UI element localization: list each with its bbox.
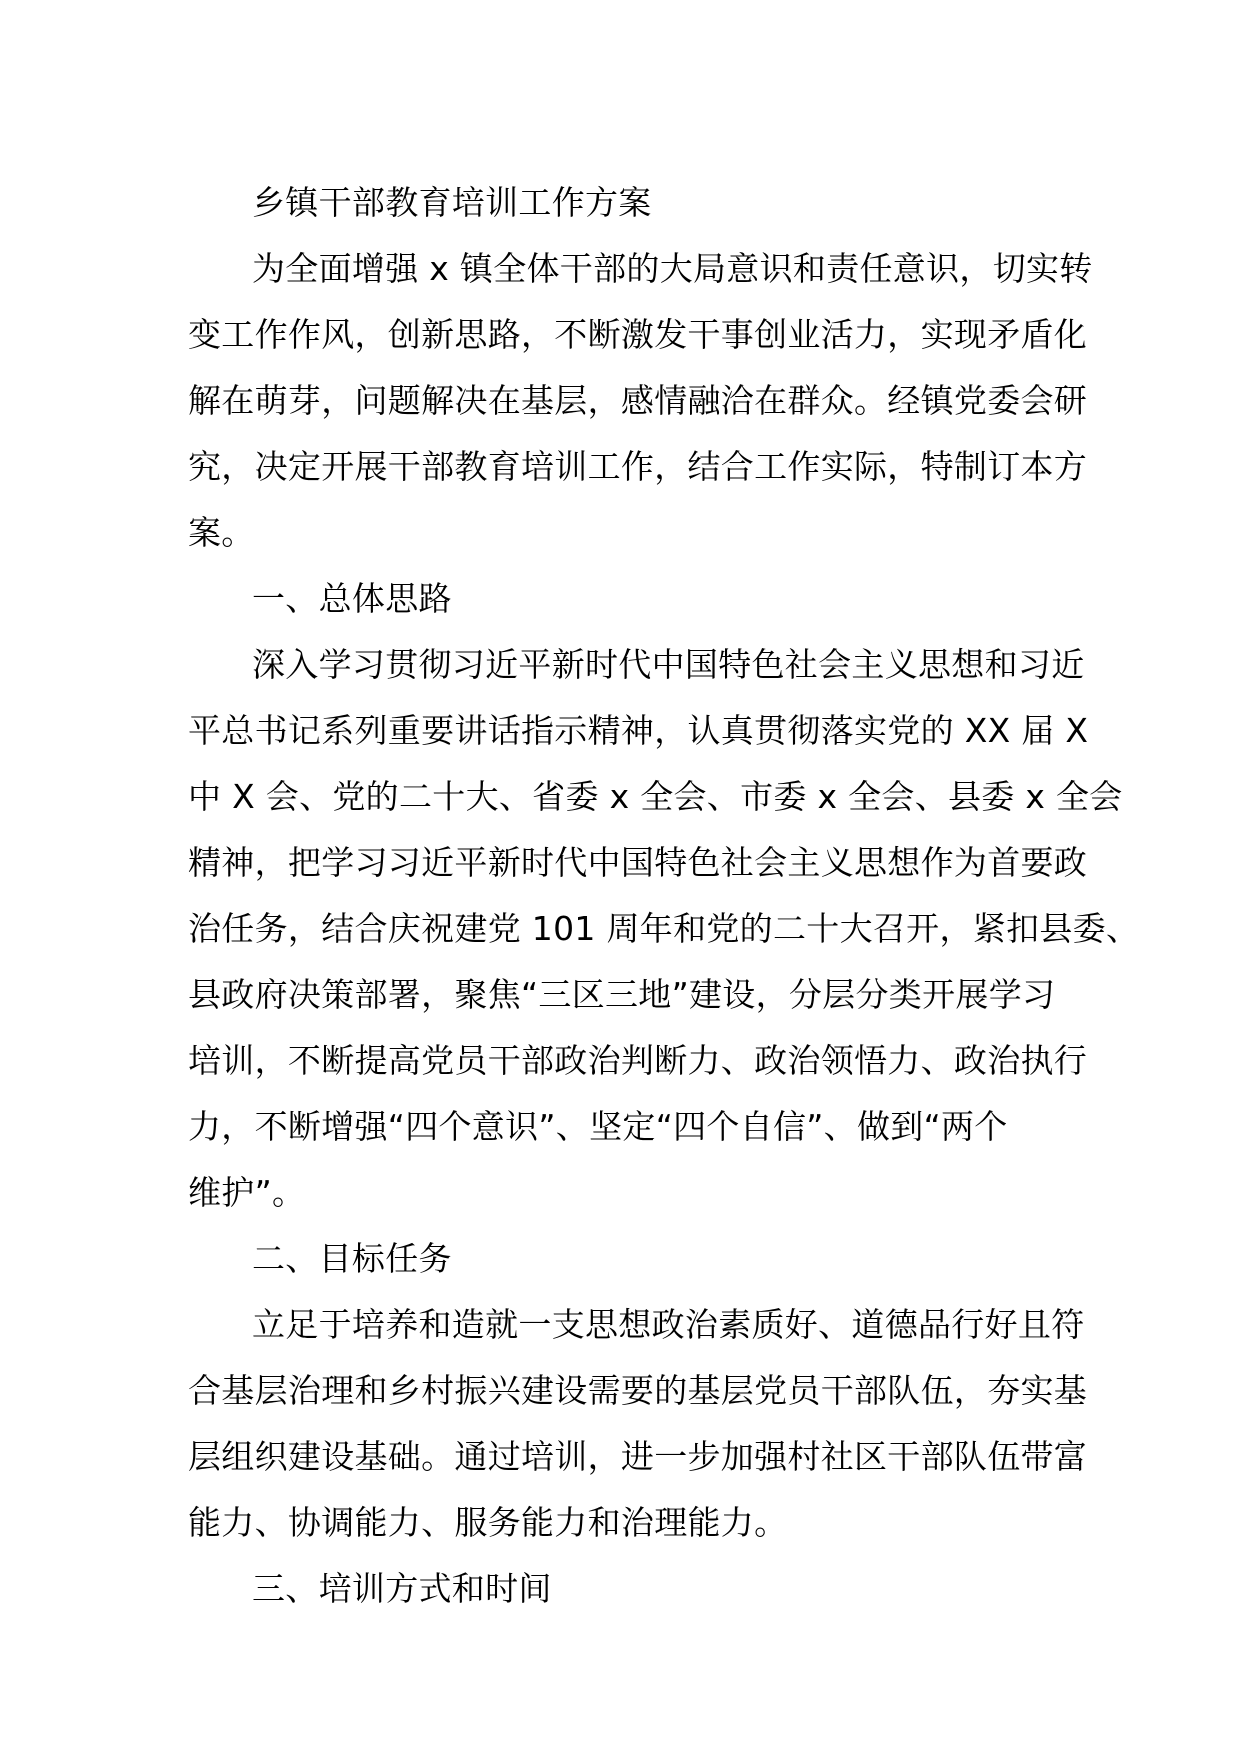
- paragraph-line: 究，决定开展干部教育培训工作，结合工作实际，特制订本方: [188, 447, 1088, 486]
- paragraph-line: 深入学习贯彻习近平新时代中国特色社会主义思想和习近: [252, 645, 1085, 684]
- paragraph-line: 平总书记系列重要讲话指示精神，认真贯彻落实党的 XX 届 X: [188, 711, 1089, 750]
- paragraph-line: 培训，不断提高党员干部政治判断力、政治领悟力、政治执行: [188, 1041, 1088, 1080]
- paragraph-line: 精神，把学习习近平新时代中国特色社会主义思想作为首要政: [188, 843, 1088, 882]
- paragraph-line: 力，不断增强“四个意识”、坚定“四个自信”、做到“两个: [188, 1107, 1008, 1146]
- section-heading-training-method: 三、培训方式和时间: [252, 1569, 552, 1608]
- paragraph-line: 维护”。: [188, 1173, 306, 1212]
- document-body: [188, 170, 1140, 1622]
- goals-paragraph: [188, 1292, 1088, 1556]
- paragraph-line: 县政府决策部署，聚焦“三区三地”建设，分层分类开展学习: [188, 975, 1056, 1014]
- intro-paragraph: [188, 236, 1093, 566]
- paragraph-line: 能力、协调能力、服务能力和治理能力。: [188, 1503, 788, 1542]
- paragraph-line: 治任务，结合庆祝建党 101 周年和党的二十大召开，紧扣县委、: [188, 909, 1140, 948]
- paragraph-line: 立足于培养和造就一支思想政治素质好、道德品行好且符: [252, 1305, 1085, 1344]
- section-heading-goals: 二、目标任务: [252, 1239, 452, 1278]
- paragraph-line: 合基层治理和乡村振兴建设需要的基层党员干部队伍，夯实基: [188, 1371, 1088, 1410]
- section-heading-overall-approach: 一、总体思路: [252, 579, 452, 618]
- overall-approach-paragraph: [188, 632, 1140, 1226]
- paragraph-line: 案。: [188, 513, 255, 552]
- paragraph-line: 解在萌芽，问题解决在基层，感情融洽在群众。经镇党委会研: [188, 381, 1088, 420]
- paragraph-line: 变工作作风，创新思路，不断激发干事创业活力，实现矛盾化: [188, 315, 1088, 354]
- paragraph-line: 中 X 会、党的二十大、省委 x 全会、市委 x 全会、县委 x 全会: [188, 777, 1123, 816]
- paragraph-line: 为全面增强 x 镇全体干部的大局意识和责任意识，切实转: [252, 249, 1093, 288]
- paragraph-line: 层组织建设基础。通过培训，进一步加强村社区干部队伍带富: [188, 1437, 1088, 1476]
- document-title: 乡镇干部教育培训工作方案: [252, 183, 652, 222]
